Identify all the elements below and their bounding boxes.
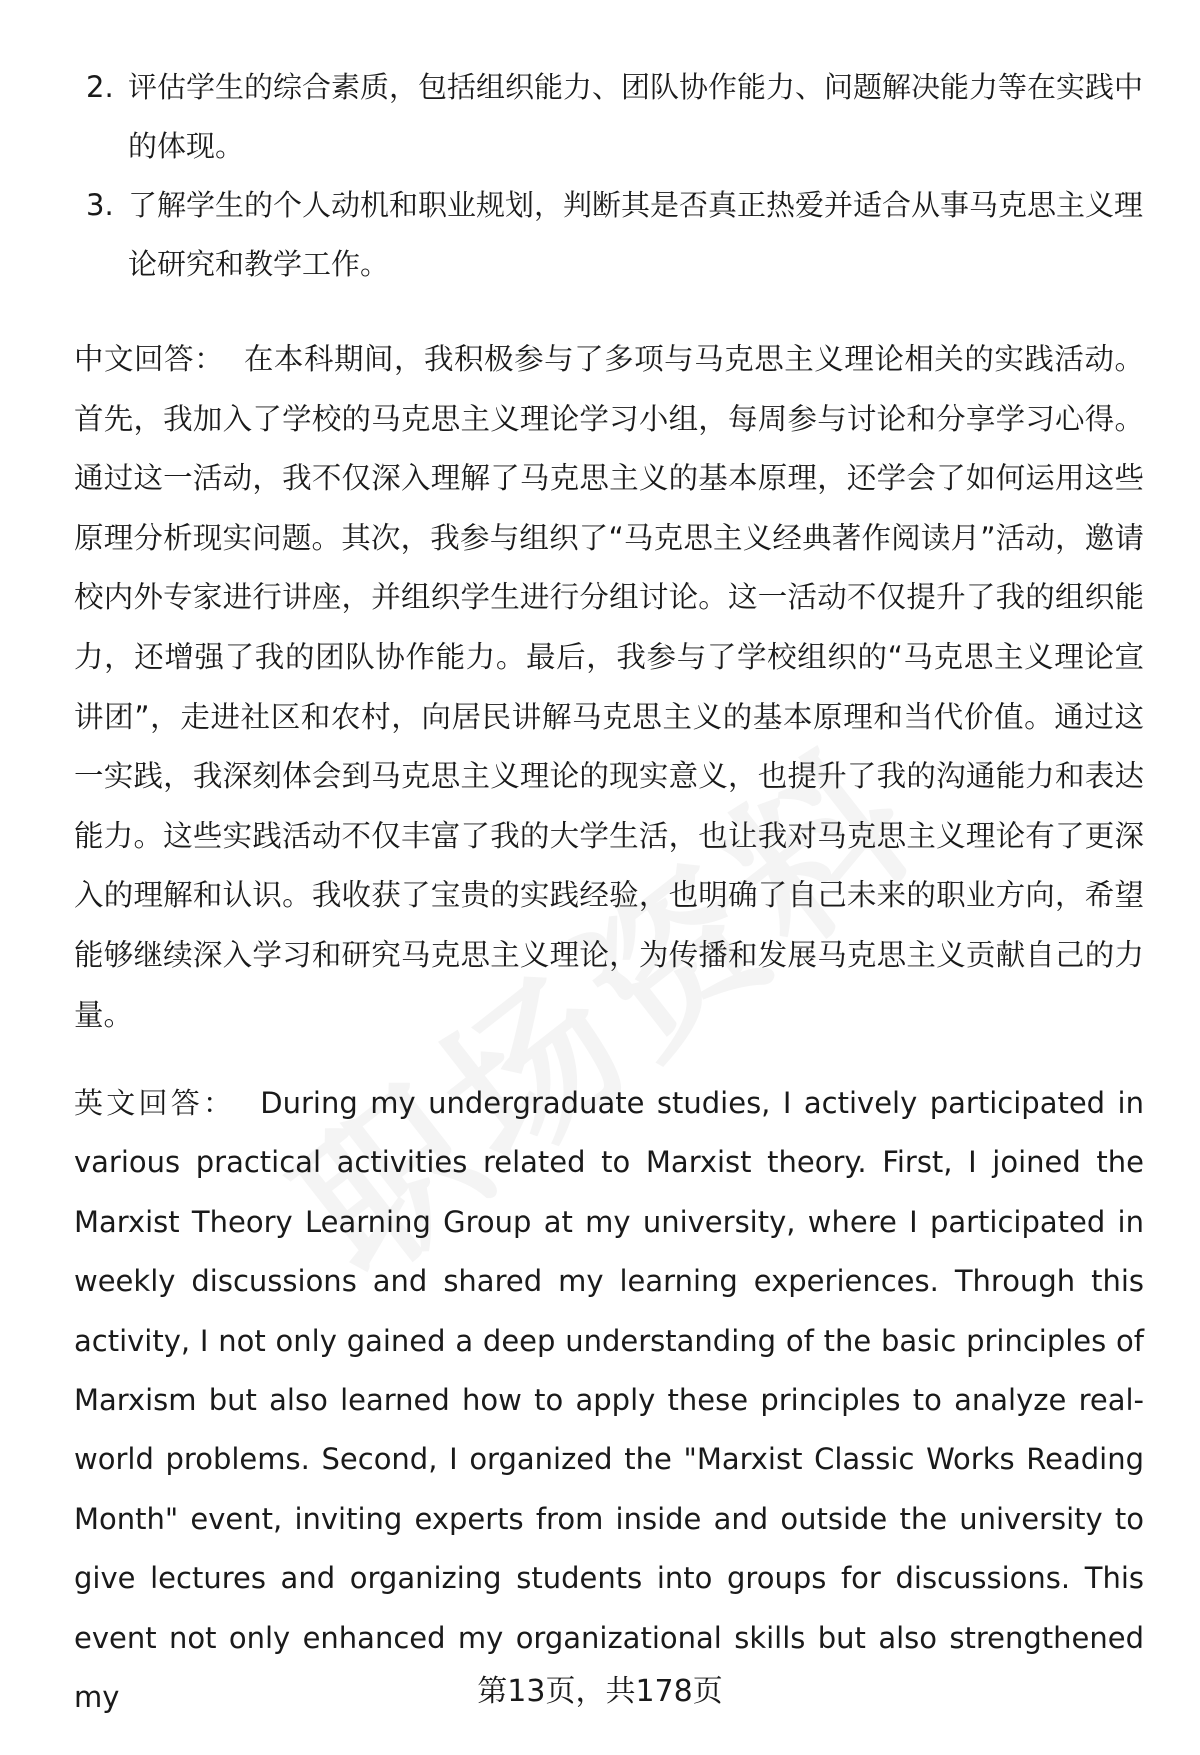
english-answer-text: During my undergraduate studies, I actively participated in various practical activities related to Marxist theory. First, I joined the Marxist Theory Learning Group at my university, where I participated in weekly discussions and shared my learning experiences. Through this activity, I not only gained a deep understanding of the basic principles of Marxism but also learned how to apply these principles to analyze real-world problems. Second, I organized the "Marxist Classic Works Reading Month" event, inviting experts from inside and outside the university to give lectures and organizing students into groups for discussions. This event not only enhanced my organizational skills but also strengthened my (74, 1086, 1144, 1715)
chinese-answer-paragraph (74, 330, 1144, 1045)
page-footer (0, 1672, 1200, 1712)
page-number: 第13页，共178页 (477, 1674, 723, 1709)
english-answer-label: 英文回答： (74, 1086, 236, 1120)
list-item-number: 3. (86, 188, 114, 222)
chinese-answer-text: 在本科期间，我积极参与了多项与马克思主义理论相关的实践活动。首先，我加入了学校的马克思主义理论学习小组，每周参与讨论和分享学习心得。通过这一活动，我不仅深入理解了马克思主义的基本原理，还学会了如何运用这些原理分析现实问题。其次，我参与组织了“马克思主义经典著作阅读月”活动，邀请校内外专家进行讲座，并组织学生进行分组讨论。这一活动不仅提升了我的组织能力，还增强了我的团队协作能力。最后，我参与了学校组织的“马克思主义理论宣讲团”，走进社区和农村，向居民讲解马克思主义的基本原理和当代价值。通过这一实践，我深刻体会到马克思主义理论的现实意义，也提升了我的沟通能力和表达能力。这些实践活动不仅丰富了我的大学生活，也让我对马克思主义理论有了更深入的理解和认识。我收获了宝贵的实践经验，也明确了自己未来的职业方向，希望能够继续深入学习和研究马克思主义理论，为传播和发展马克思主义贡献自己的力量。 (74, 342, 1144, 1032)
list-item-text: 了解学生的个人动机和职业规划，判断其是否真正热爱并适合从事马克思主义理论研究和教学工作。 (128, 188, 1144, 281)
criteria-list (74, 58, 1154, 294)
list-item-text: 评估学生的综合素质，包括组织能力、团队协作能力、问题解决能力等在实践中的体现。 (128, 70, 1144, 163)
english-answer-paragraph (74, 1074, 1144, 1727)
list-item-number: 2. (86, 70, 114, 104)
list-item (74, 176, 1154, 294)
chinese-answer-label: 中文回答： (74, 342, 225, 376)
list-item (74, 58, 1154, 176)
